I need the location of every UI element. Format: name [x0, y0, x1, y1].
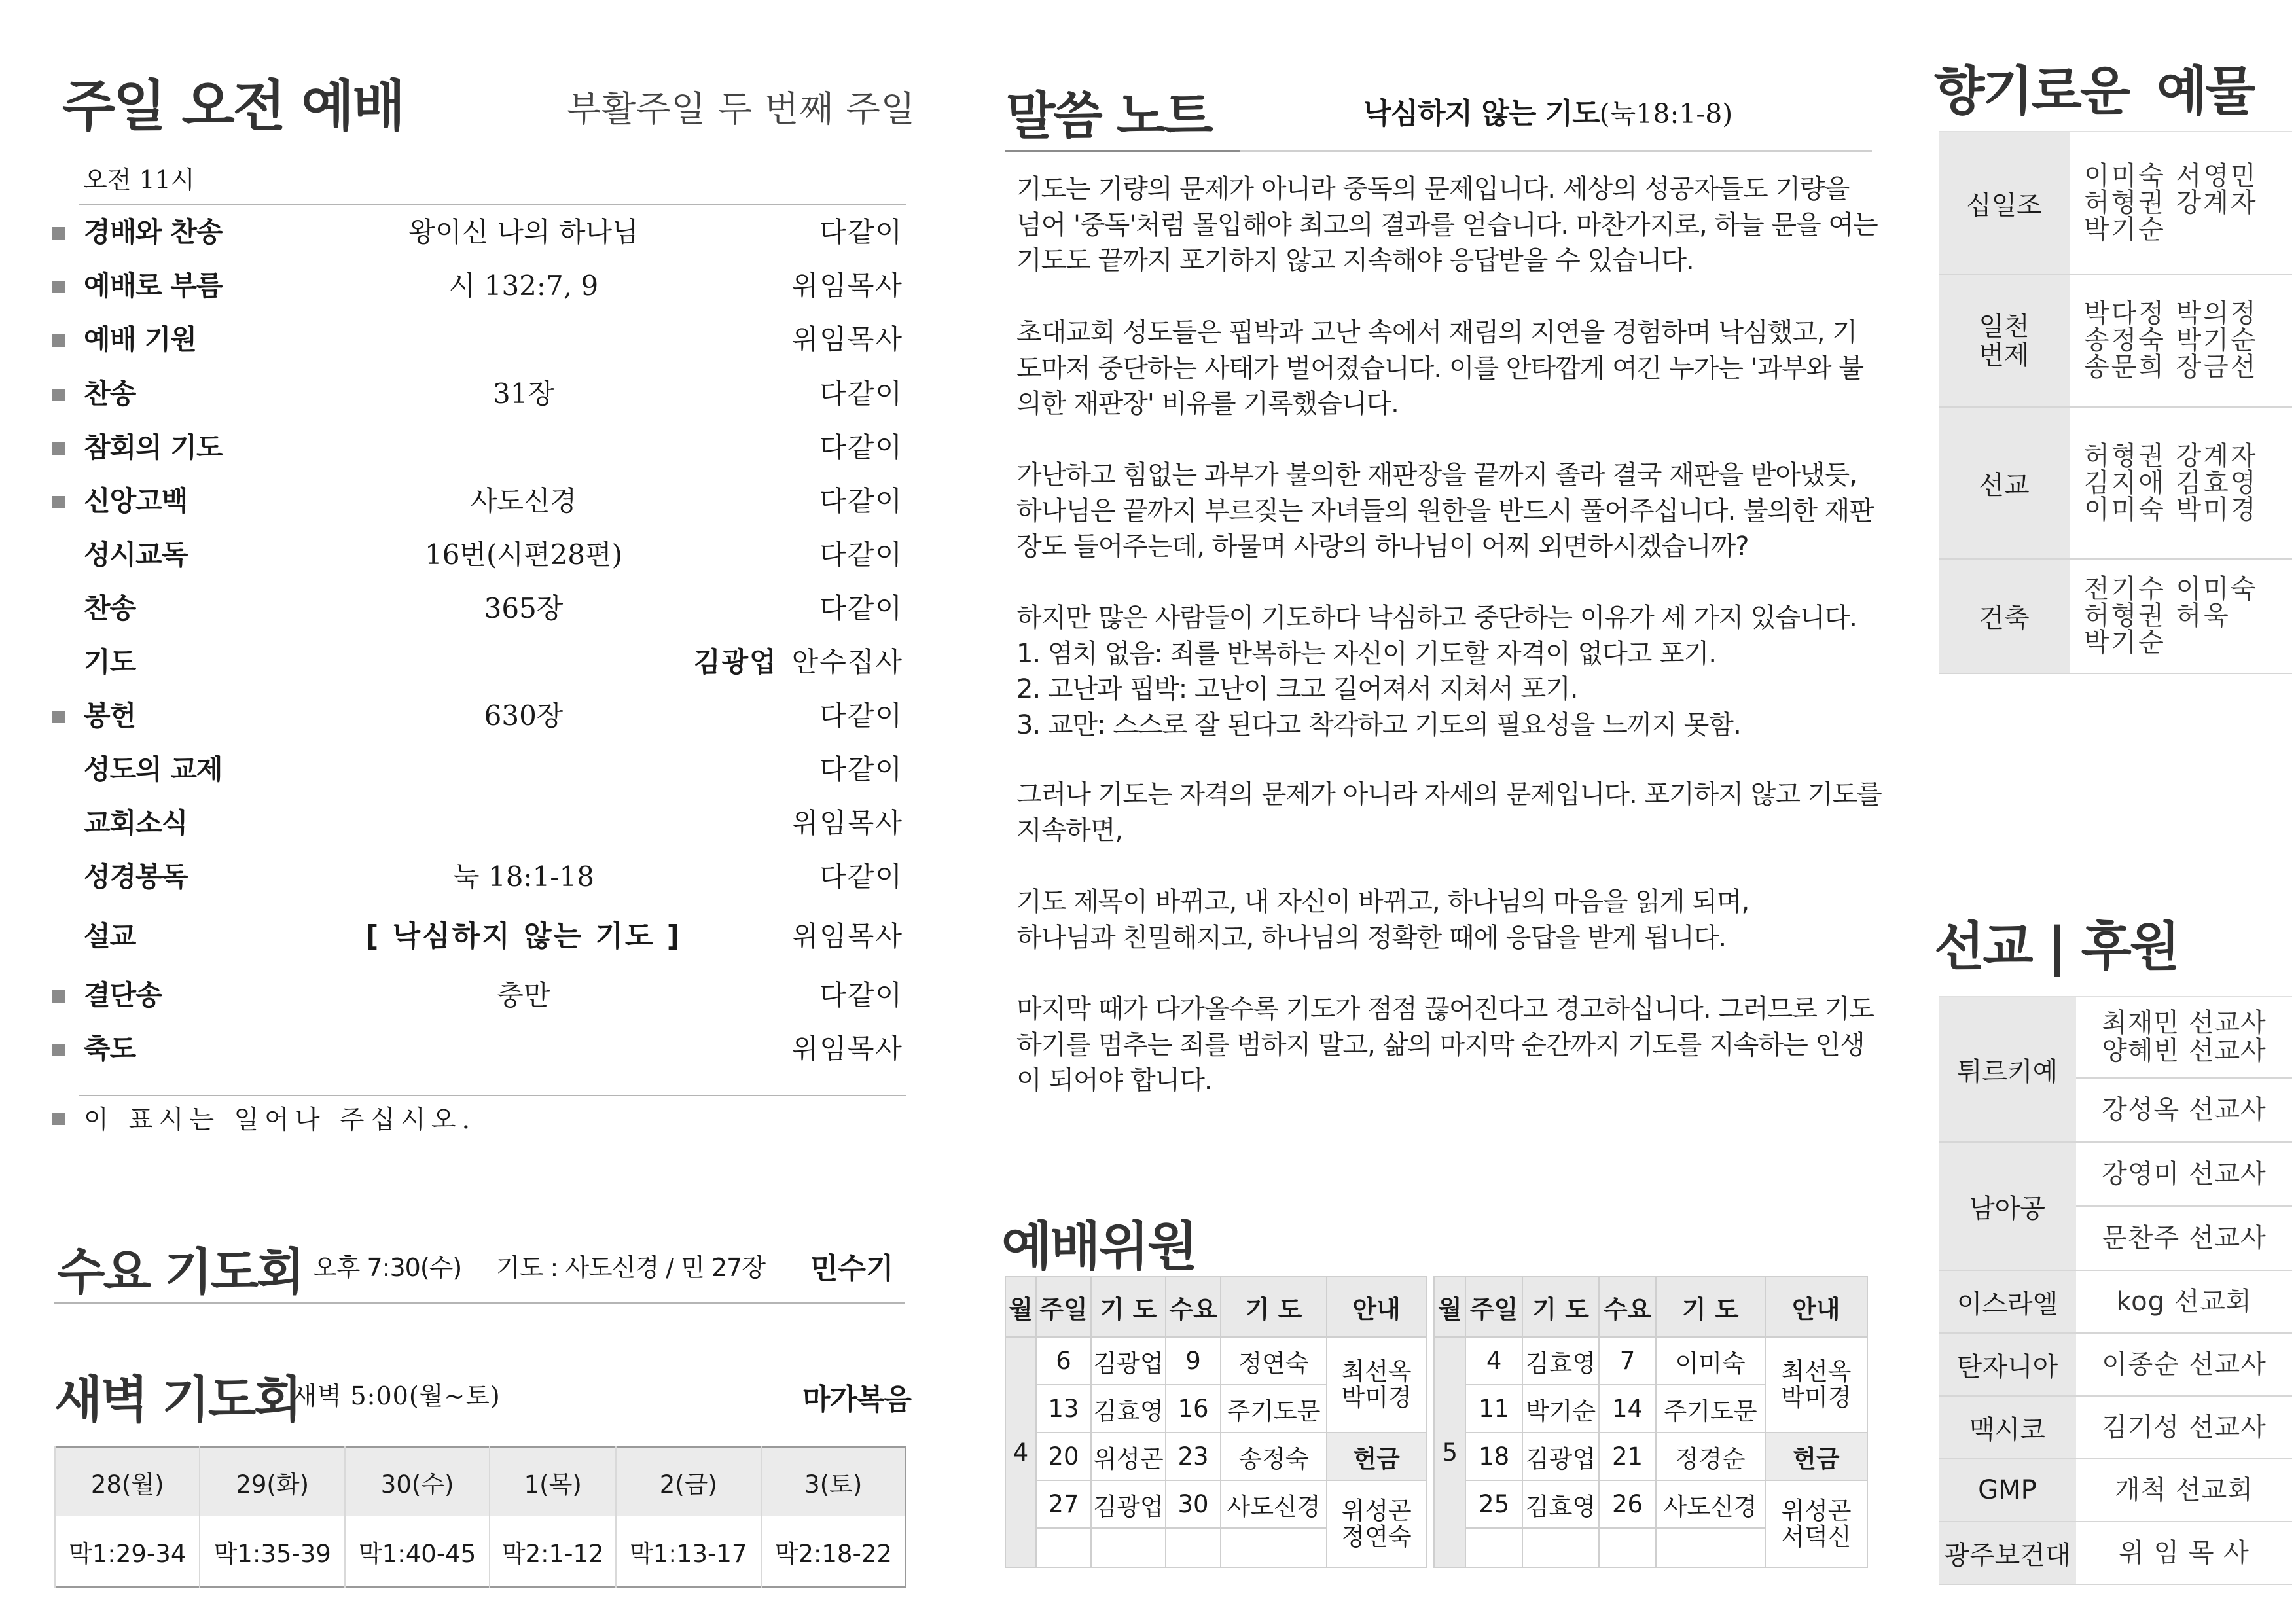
- wednesday-book: 민수기: [810, 1252, 894, 1285]
- order-content: 사도신경: [470, 485, 577, 517]
- staff-sunday-prayer: 김효영: [1522, 1480, 1600, 1528]
- order-person: [792, 910, 903, 963]
- order-row: [52, 969, 903, 1022]
- mission-supporter-line: 최재민 선교사: [2102, 1008, 2267, 1038]
- offerings-table: [1939, 131, 2292, 674]
- stand-marker: [52, 990, 65, 1003]
- missions-title: 선교 | 후원: [1934, 916, 2179, 977]
- order-row: [52, 910, 903, 963]
- order-person: [819, 743, 903, 796]
- sermon-line: 지속하면,: [1016, 815, 1123, 846]
- worship-time: 오전 11시: [83, 166, 195, 194]
- order-person-role: 다같이: [819, 700, 903, 732]
- staff-wednesday-prayer: 사도신경: [1221, 1480, 1327, 1528]
- order-item: 예배로 부름: [84, 270, 223, 302]
- order-person-role: 다같이: [819, 979, 903, 1011]
- staff-wednesday-date: 26: [1599, 1480, 1655, 1528]
- order-item: 기도: [84, 646, 136, 678]
- mission-country: 남아공: [1939, 1142, 2076, 1270]
- order-person: [819, 689, 903, 743]
- sermon-line: 그러나 기도는 자격의 문제가 아니라 자세의 문제입니다. 포기하지 않고 기도를: [1016, 779, 1882, 810]
- offering-name-line: 이미숙 박미경: [2084, 494, 2258, 525]
- stand-marker: [52, 334, 65, 347]
- order-person: [694, 635, 903, 689]
- order-row: [52, 635, 903, 689]
- offering-names: [2070, 559, 2292, 673]
- dawn-day: 29(화): [200, 1447, 344, 1516]
- stand-marker: [52, 281, 65, 293]
- staff-guide-name: 최선옥: [1341, 1357, 1412, 1385]
- mission-country: 탄자니아: [1939, 1333, 2076, 1396]
- order-person-role: 다같이: [819, 539, 903, 571]
- dawn-day: 3(토): [761, 1447, 906, 1516]
- order-row: [52, 743, 903, 796]
- sermon-line: 하나님과 친밀해지고, 하나님의 정확한 때에 응답을 받게 됩니다.: [1016, 922, 1727, 953]
- order-person-role: 위임목사: [791, 1033, 903, 1065]
- mission-supporter: 김기성 선교사: [2076, 1396, 2292, 1459]
- order-person-role: 위임목사: [791, 270, 903, 302]
- sermon-reference: (눅18:1-8): [1599, 98, 1733, 130]
- staff-header: 수요: [1599, 1277, 1655, 1337]
- order-row: [52, 474, 903, 528]
- sermon-paragraph: [1016, 777, 1897, 848]
- sermon-line: 의한 재판장' 비유를 기록했습니다.: [1016, 389, 1399, 419]
- staff-sunday-date: 4: [1465, 1337, 1522, 1385]
- staff-wednesday-date: 7: [1599, 1337, 1655, 1385]
- order-row: [52, 1022, 903, 1076]
- offering-name-line: 박기순: [2084, 214, 2166, 245]
- order-item: 찬송: [84, 592, 136, 624]
- sermon-paragraph: [1016, 457, 1897, 565]
- order-person: [819, 205, 903, 259]
- order-row: [52, 313, 903, 366]
- offering-name-line: 전기수 이미숙: [2084, 574, 2258, 604]
- staff-empty-cell: [1465, 1528, 1522, 1567]
- sermon-line: 3. 교만: 스스로 잘 된다고 착각하고 기도의 필요성을 느끼지 못함.: [1016, 709, 1741, 740]
- order-person-role: 다같이: [819, 861, 903, 893]
- staff-empty-cell: [1091, 1528, 1166, 1567]
- mission-country: 맥시코: [1939, 1396, 2076, 1459]
- wednesday-time: 오후 7:30(수): [313, 1253, 462, 1282]
- order-person-role: 다같이: [819, 592, 903, 624]
- staff-month: 5: [1434, 1337, 1465, 1567]
- order-person-role: 위임목사: [791, 920, 903, 952]
- staff-guide-name: 박미경: [1781, 1383, 1852, 1412]
- sermon-line: 기도는 기량의 문제가 아니라 중독의 문제입니다. 세상의 성공자들도 기량을: [1016, 174, 1850, 204]
- staff-sunday-prayer: 위성곤: [1091, 1433, 1166, 1480]
- staff-header: 안내: [1765, 1277, 1867, 1337]
- sermon-line: 2. 고난과 핍박: 고난이 크고 길어져서 지쳐서 포기.: [1016, 674, 1578, 704]
- staff-empty-cell: [1656, 1528, 1765, 1567]
- order-row: [52, 796, 903, 850]
- order-person: [792, 1022, 903, 1076]
- staff-sunday-prayer: 김효영: [1091, 1385, 1166, 1433]
- order-person-role: 위임목사: [791, 807, 903, 839]
- staff-guide-name: 최선옥: [1781, 1357, 1852, 1385]
- offering-name-line: 송문희 장금선: [2084, 352, 2258, 382]
- offering-names: [2070, 132, 2292, 274]
- mission-supporter: 강영미 선교사: [2076, 1142, 2292, 1206]
- order-person-role: 다같이: [819, 753, 903, 785]
- order-person: [819, 850, 903, 904]
- order-content: 630장: [484, 700, 564, 732]
- order-item: 설교: [84, 920, 136, 952]
- order-person: [819, 421, 903, 474]
- order-person: [819, 367, 903, 421]
- staff-empty-cell: [1522, 1528, 1600, 1567]
- sermon-underline-accent: [1005, 150, 1240, 152]
- order-content: 충만: [497, 979, 550, 1011]
- order-person: [792, 259, 903, 313]
- staff-header: 기 도: [1656, 1277, 1765, 1337]
- order-person-role: 다같이: [819, 485, 903, 517]
- sermon-line: 하나님은 끝까지 부르짖는 자녀들의 원한을 반드시 풀어주십니다. 불의한 재판: [1016, 495, 1874, 526]
- offering-name-line: 허형권 강계자: [2084, 440, 2258, 471]
- staff-guide-name: 서덕신: [1781, 1522, 1852, 1551]
- offering-category: 건축: [1939, 559, 2070, 673]
- dawn-reading: 막1:35-39: [200, 1516, 344, 1587]
- order-row: [52, 367, 903, 421]
- staff-guide-name: 위성곤: [1341, 1496, 1412, 1525]
- mission-supporter: 위 임 목 사: [2076, 1522, 2292, 1584]
- staff-sunday-date: 6: [1036, 1337, 1091, 1385]
- order-content: 눅 18:1-18: [453, 861, 594, 893]
- offering-category: 십일조: [1939, 132, 2070, 274]
- offerings-title: 향기로운 예물: [1934, 61, 2254, 122]
- mission-supporter: 이종순 선교사: [2076, 1333, 2292, 1396]
- staff-wednesday-prayer: 주기도문: [1656, 1385, 1765, 1433]
- staff-guide-name: 위성곤: [1781, 1496, 1852, 1525]
- sermon-topic: 낙심하지 않는 기도: [1363, 97, 1600, 130]
- order-person: [819, 528, 903, 582]
- order-item: 예배 기원: [84, 323, 196, 355]
- staff-wednesday-prayer: 송정숙: [1221, 1433, 1327, 1480]
- order-item: 찬송: [84, 378, 136, 410]
- staff-sunday-date: 27: [1036, 1480, 1091, 1528]
- staff-empty-cell: [1221, 1528, 1327, 1567]
- dawn-schedule-table: [54, 1446, 906, 1588]
- order-item: 참회의 기도: [84, 431, 223, 463]
- mission-country: 튀르키예: [1939, 997, 2076, 1142]
- stand-marker: [52, 442, 65, 455]
- mission-supporter: [2076, 997, 2292, 1078]
- dawn-book: 마가복음: [802, 1383, 912, 1416]
- missions-table: [1939, 996, 2292, 1585]
- order-item: 성시교독: [84, 539, 188, 571]
- order-row: [52, 582, 903, 635]
- dawn-title: 새벽 기도회: [54, 1370, 300, 1429]
- staff-guide-name: 정연숙: [1341, 1522, 1412, 1551]
- staff-empty-cell: [1166, 1528, 1221, 1567]
- offering-category: 선교: [1939, 407, 2070, 559]
- stand-marker: [52, 1044, 65, 1056]
- staff-wednesday-date: 9: [1166, 1337, 1221, 1385]
- dawn-time: 새벽 5:00(월~토): [293, 1382, 501, 1410]
- staff-wednesday-prayer: 정연숙: [1221, 1337, 1327, 1385]
- order-content: 16번(시편28편): [425, 539, 622, 571]
- mission-country: GMP: [1939, 1459, 2076, 1522]
- sermon-line: 마지막 때가 다가올수록 기도가 점점 끊어진다고 경고하십니다. 그러므로 기도: [1016, 994, 1874, 1024]
- order-person: [792, 796, 903, 850]
- staff-offering-label: 헌금: [1327, 1433, 1426, 1480]
- worship-title: 주일 오전 예배: [62, 74, 404, 138]
- staff-guide-name: 박미경: [1341, 1383, 1412, 1412]
- staff-header: 기 도: [1522, 1277, 1600, 1337]
- order-row: [52, 850, 903, 904]
- stand-marker: [52, 227, 65, 240]
- sermon-line: 장도 들어주는데, 하물며 사랑의 하나님이 어찌 외면하시겠습니까?: [1016, 531, 1749, 562]
- dawn-reading: 막1:40-45: [345, 1516, 490, 1587]
- offering-category: 일천 번제: [1939, 274, 2070, 407]
- order-content: [ 낙심하지 않는 기도 ]: [365, 919, 682, 953]
- order-content: 시 132:7, 9: [448, 270, 599, 302]
- order-content: 31장: [492, 378, 554, 410]
- staff-sunday-prayer: 김효영: [1522, 1337, 1600, 1385]
- order-item: 교회소식: [84, 807, 188, 839]
- staff-header: 수요: [1166, 1277, 1221, 1337]
- worship-subtitle: 부활주일 두 번째 주일: [567, 88, 916, 130]
- wednesday-info: 기도 : 사도신경 / 민 27장: [496, 1253, 766, 1282]
- staff-header: 월: [1434, 1277, 1465, 1337]
- offering-name-line: 박다정 박의정: [2084, 298, 2258, 329]
- staff-sunday-prayer: 김광업: [1091, 1480, 1166, 1528]
- order-person: [819, 474, 903, 528]
- order-item: 축도: [84, 1033, 136, 1065]
- sermon-line: 기도도 끝까지 포기하지 않고 지속해야 응답받을 수 있습니다.: [1016, 245, 1694, 276]
- sermon-line: 도마저 중단하는 사태가 벌어졌습니다. 이를 안타깝게 여긴 누가는 '과부와 불: [1016, 353, 1863, 383]
- staff-wednesday-date: 16: [1166, 1385, 1221, 1433]
- staff-header: 주일: [1036, 1277, 1091, 1337]
- staff-header: 안내: [1327, 1277, 1426, 1337]
- staff-sunday-prayer: 김광업: [1091, 1337, 1166, 1385]
- stand-legend-text: 이 표시는 일어나 주십시오.: [84, 1105, 476, 1135]
- order-content: 왕이신 나의 하나님: [408, 216, 639, 248]
- staff-table-may: [1433, 1276, 1868, 1568]
- staff-sunday-prayer: 박기순: [1522, 1385, 1600, 1433]
- order-item: 결단송: [84, 979, 162, 1011]
- offering-name-line: 박기순: [2084, 628, 2166, 658]
- staff-table-april: [1005, 1276, 1427, 1568]
- order-person-role: 안수집사: [791, 646, 903, 678]
- offering-name-line: 허형권 강계자: [2084, 187, 2258, 218]
- staff-sunday-date: 20: [1036, 1433, 1091, 1480]
- stand-marker: [52, 711, 65, 723]
- mission-country: 이스라엘: [1939, 1270, 2076, 1333]
- mission-supporter: kog 선교회: [2076, 1270, 2292, 1333]
- mission-supporter: 문찬주 선교사: [2076, 1206, 2292, 1270]
- dawn-reading: 막1:29-34: [55, 1516, 200, 1587]
- staff-header: 주일: [1465, 1277, 1522, 1337]
- order-item: 성경봉독: [84, 861, 188, 893]
- staff-header: 기 도: [1221, 1277, 1327, 1337]
- staff-month: 4: [1005, 1337, 1036, 1567]
- order-person-role: 다같이: [819, 378, 903, 410]
- staff-guide: [1765, 1337, 1867, 1433]
- order-row: [52, 259, 903, 313]
- sermon-line: 이 되어야 합니다.: [1016, 1065, 1212, 1096]
- mission-supporter: 강성옥 선교사: [2076, 1078, 2292, 1142]
- staff-wednesday-date: 14: [1599, 1385, 1655, 1433]
- order-row: [52, 205, 903, 259]
- staff-sunday-date: 11: [1465, 1385, 1522, 1433]
- order-person: [819, 969, 903, 1022]
- sermon-heading: [1363, 90, 1732, 132]
- order-person-role: 다같이: [819, 431, 903, 463]
- sermon-line: 가난하고 힘없는 과부가 불의한 재판장을 끝까지 졸라 결국 재판을 받아냈듯,: [1016, 460, 1857, 490]
- staff-wednesday-prayer: 주기도문: [1221, 1385, 1327, 1433]
- sermon-paragraph: [1016, 171, 1897, 279]
- dawn-reading: 막1:13-17: [616, 1516, 761, 1587]
- staff-wednesday-date: 30: [1166, 1480, 1221, 1528]
- mission-country: 광주보건대: [1939, 1522, 2076, 1584]
- order-item: 신앙고백: [84, 485, 188, 517]
- offering-name-line: 이미숙 서영민: [2084, 160, 2258, 191]
- sermon-line: 초대교회 성도들은 핍박과 고난 속에서 재림의 지연을 경험하며 낙심했고, 기: [1016, 317, 1857, 348]
- wednesday-title: 수요 기도회: [57, 1243, 303, 1301]
- sermon-line: 넘어 '중독'처럼 몰입해야 최고의 결과를 얻습니다. 마찬가지로, 하늘 문을 여는: [1016, 209, 1878, 240]
- sermon-paragraph: [1016, 884, 1897, 955]
- sermon-line: 하지만 많은 사람들이 기도하다 낙심하고 중단하는 이유가 세 가지 있습니다.: [1016, 603, 1857, 633]
- order-person-role: 위임목사: [791, 323, 903, 355]
- dawn-reading: 막2:1-12: [490, 1516, 616, 1587]
- staff-guide: [1327, 1480, 1426, 1567]
- sermon-line: 기도 제목이 바뀌고, 내 자신이 바뀌고, 하나님의 마음을 읽게 되며,: [1016, 887, 1749, 917]
- offering-name-line: 허형권 허욱: [2084, 601, 2231, 631]
- dawn-day: 2(금): [616, 1447, 761, 1516]
- order-content: 365장: [484, 592, 564, 624]
- order-item: 봉헌: [84, 700, 136, 732]
- sermon-title: 말씀 노트: [1006, 87, 1211, 146]
- staff-wednesday-prayer: 이미숙: [1656, 1337, 1765, 1385]
- sermon-paragraph: [1016, 600, 1897, 743]
- staff-empty-cell: [1599, 1528, 1655, 1567]
- staff-empty-cell: [1036, 1528, 1091, 1567]
- staff-wednesday-date: 23: [1166, 1433, 1221, 1480]
- staff-header: 월: [1005, 1277, 1036, 1337]
- offering-names: [2070, 407, 2292, 559]
- order-person-role: 다같이: [819, 216, 903, 248]
- order-item: 경배와 찬송: [84, 216, 223, 248]
- dawn-reading: 막2:18-22: [761, 1516, 906, 1587]
- stand-marker: [52, 389, 65, 401]
- staff-sunday-prayer: 김광업: [1522, 1433, 1600, 1480]
- order-row: [52, 528, 903, 582]
- staff-guide: [1765, 1480, 1867, 1567]
- mission-supporter-line: 양혜빈 선교사: [2102, 1036, 2267, 1066]
- dawn-day: 30(수): [345, 1447, 490, 1516]
- stand-legend-bullet: [52, 1113, 65, 1125]
- staff-wednesday-date: 21: [1599, 1433, 1655, 1480]
- sermon-line: 1. 염치 없음: 죄를 반복하는 자신이 기도할 자격이 없다고 포기.: [1016, 638, 1717, 669]
- sermon-line: 하기를 멈추는 죄를 범하지 말고, 삶의 마지막 순간까지 기도를 지속하는 인생: [1016, 1029, 1865, 1060]
- staff-wednesday-prayer: 정경순: [1656, 1433, 1765, 1480]
- offering-names: [2070, 274, 2292, 407]
- staff-guide: [1327, 1337, 1426, 1433]
- staff-wednesday-prayer: 사도신경: [1656, 1480, 1765, 1528]
- sermon-paragraph: [1016, 991, 1897, 1099]
- order-person: [819, 582, 903, 635]
- staff-sunday-date: 13: [1036, 1385, 1091, 1433]
- order-row: [52, 689, 903, 743]
- order-row: [52, 421, 903, 474]
- dawn-day: 28(월): [55, 1447, 200, 1516]
- sermon-paragraph: [1016, 315, 1897, 422]
- staff-sunday-date: 18: [1465, 1433, 1522, 1480]
- staff-sunday-date: 25: [1465, 1480, 1522, 1528]
- staff-title: 예배위원: [1001, 1216, 1196, 1277]
- offering-name-line: 송정숙 박기순: [2084, 325, 2258, 355]
- offering-name-line: 김지애 김효영: [2084, 467, 2258, 498]
- order-person: [792, 313, 903, 366]
- stand-marker: [52, 496, 65, 508]
- staff-header: 기 도: [1091, 1277, 1166, 1337]
- mission-supporter: 개척 선교회: [2076, 1459, 2292, 1522]
- dawn-day: 1(목): [490, 1447, 616, 1516]
- order-item: 성도의 교제: [84, 753, 223, 785]
- order-person-name: 김광업: [693, 646, 778, 678]
- staff-offering-label: 헌금: [1765, 1433, 1867, 1480]
